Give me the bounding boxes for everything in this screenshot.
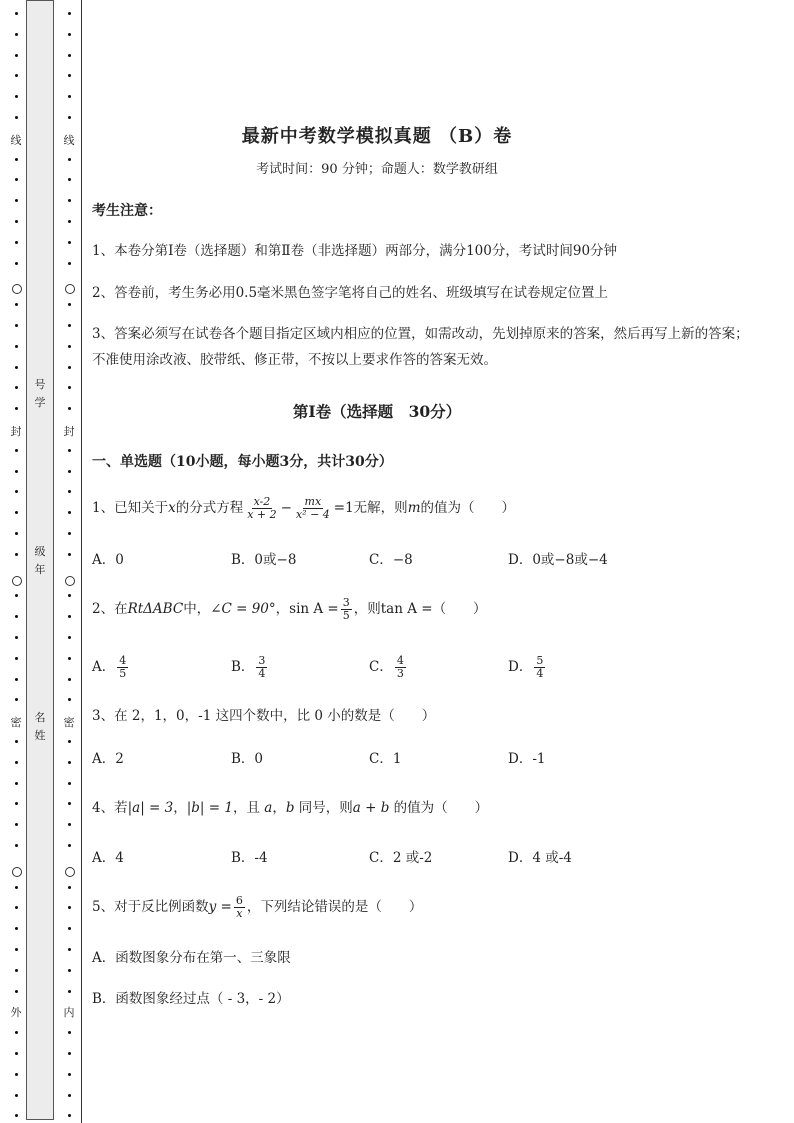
binding-dot [68,12,71,15]
option-c[interactable]: C．2 或-2 [369,850,433,866]
binding-dot [68,782,71,785]
binding-dot [68,345,71,348]
notice-heading: 考生注意： [92,203,162,219]
binding-dot [15,449,18,452]
option-c[interactable]: C．1 [369,751,402,767]
option-c[interactable]: C． $\frac{4}{3}$ [369,654,404,680]
binding-dot [68,678,71,681]
binding-dot [68,470,71,473]
binding-dot [68,553,71,556]
binding-dot [15,969,18,972]
binding-dot [15,324,18,327]
binding-dot [68,1052,71,1055]
question-1: 1、已知关于x的分式方程 $\frac{x-2}{x + 2}$ − $\frac{mx}{\text{x² − 4}}$ =1无解，则m的值为（ ） [92,495,515,521]
binding-dot [68,324,71,327]
binding-dot [68,740,71,743]
binding-dot [68,1073,71,1076]
margin-mark-outer: 外 [10,1006,22,1019]
question-5-option-b[interactable]: B．函数图象经过点（ - 3，- 2） [92,991,290,1007]
binding-dot [15,553,18,556]
margin-mark-secret: 密 [10,716,22,729]
question-3: 3、在 2，1，0，-1 这四个数中，比 0 小的数是（ ） [92,708,436,724]
binding-dotted-line-inner [56,0,82,1123]
binding-dot [15,761,18,764]
option-b[interactable]: B．0或−8 [231,552,297,568]
class-label: 级年 [34,545,46,576]
binding-dot [15,366,18,369]
binding-dot [15,678,18,681]
binding-dot [68,948,71,951]
binding-dot [15,1052,18,1055]
binding-dot [68,220,71,223]
binding-dot [15,345,18,348]
binding-dot [15,844,18,847]
binding-dot [68,116,71,119]
margin-mark-seal: 封 [10,425,22,438]
binding-dot [68,636,71,639]
option-a[interactable]: A．4 [92,850,124,866]
page-title: 最新中考数学模拟真题 （B）卷 [241,126,513,147]
question-3-options [92,748,692,778]
binding-dot [68,886,71,889]
option-c[interactable]: C．−8 [369,552,413,568]
binding-dot [68,449,71,452]
question-1-options [92,549,692,579]
margin-mark-inner: 内 [63,1006,75,1019]
binding-hole-icon [12,284,22,294]
fraction: $\frac{mx}{\text{x² − 4}}$ [295,495,330,521]
exam-info: 考试时间：90 分钟；命题人：数学教研组 [256,162,498,177]
notice-item-3: 3、答案必须写在试卷各个题目指定区域内相应的位置，如需改动，先划掉原来的答案，然后再写上新的答案；不准使用涂改液、胶带纸、修正带，不按以上要求作答的答案无效。 [92,326,749,368]
option-b[interactable]: B． $\frac{3}{4}$ [231,654,266,680]
binding-dot [15,657,18,660]
fraction: $\frac{6}{x}$ [235,894,243,920]
margin-mark-line: 线 [10,134,22,147]
name-label: 名姓 [34,711,46,742]
binding-dot [15,116,18,119]
binding-dot [68,1094,71,1097]
binding-dot [68,844,71,847]
binding-dot [15,33,18,36]
fraction: $\frac{3}{5}$ [342,596,350,622]
binding-dot [68,158,71,161]
option-a[interactable]: A．0 [92,552,124,568]
binding-hole-icon [65,867,75,877]
binding-dot [15,241,18,244]
binding-hole-icon [65,284,75,294]
binding-dot [15,740,18,743]
option-d[interactable]: D． $\frac{5}{4}$ [508,654,544,680]
margin-mark-seal-inner: 封 [63,425,75,438]
binding-dot [68,54,71,57]
option-a[interactable]: A．2 [92,751,124,767]
option-d[interactable]: D．-1 [508,751,546,767]
question-5-option-a[interactable]: A．函数图象分布在第一、三象限 [92,950,291,966]
option-d[interactable]: D．4 或-4 [508,850,572,866]
option-d[interactable]: D．0或−8或−4 [508,552,608,568]
binding-dot [68,366,71,369]
part-title: 一、单选题（10小题，每小题3分，共计30分） [92,454,393,470]
binding-dot [68,969,71,972]
binding-dot [15,532,18,535]
binding-dot [15,470,18,473]
binding-dot [15,948,18,951]
binding-dot [15,782,18,785]
binding-dot [15,262,18,265]
binding-dot [68,241,71,244]
binding-dot [15,1073,18,1076]
student-number-label: 号学 [34,378,46,409]
binding-dot [15,886,18,889]
binding-dot [68,33,71,36]
binding-dot [15,12,18,15]
binding-hole-icon [65,576,75,586]
notice-item-1: 1、本卷分第Ⅰ卷（选择题）和第Ⅱ卷（非选择题）两部分，满分100分，考试时间90分钟 [92,243,618,259]
binding-hole-icon [12,867,22,877]
fraction: $\frac{x-2}{x + 2}$ [247,495,277,521]
binding-dot [15,220,18,223]
binding-dot [68,990,71,993]
binding-dotted-line-outer [4,0,28,1123]
option-a[interactable]: A． $\frac{4}{5}$ [92,654,127,680]
binding-dot [15,158,18,161]
binding-dot [15,54,18,57]
notice-item-2: 2、答卷前，考生务必用0.5毫米黑色签字笔将自己的姓名、班级填写在试卷规定位置上 [92,285,609,301]
option-b[interactable]: B．0 [231,751,264,767]
binding-dot [15,990,18,993]
binding-dot [68,532,71,535]
question-5: 5、对于反比例函数y = $\frac{6}{x}$ ，下列结论错误的是（ ） [92,894,423,920]
question-2: 2、在RtΔABC中，∠C = 90°，sin A = $\frac{3}{5}$ ，则tan A =（ ） [92,596,487,622]
binding-dot [15,1094,18,1097]
margin-mark-secret-inner: 密 [63,716,75,729]
section-title: 第Ⅰ卷（选择题 30分） [292,402,462,421]
binding-dot [68,262,71,265]
question-2-options [92,655,692,685]
binding-hole-icon [12,576,22,586]
binding-dot [68,657,71,660]
option-b[interactable]: B．-4 [231,850,268,866]
question-4-options [92,847,692,877]
margin-mark-line-inner: 线 [63,134,75,147]
question-4: 4、若|a| = 3，|b| = 1，且 a，b 同号，则a + b 的值为（ ） [92,800,489,816]
binding-dot [68,761,71,764]
binding-dot [15,636,18,639]
